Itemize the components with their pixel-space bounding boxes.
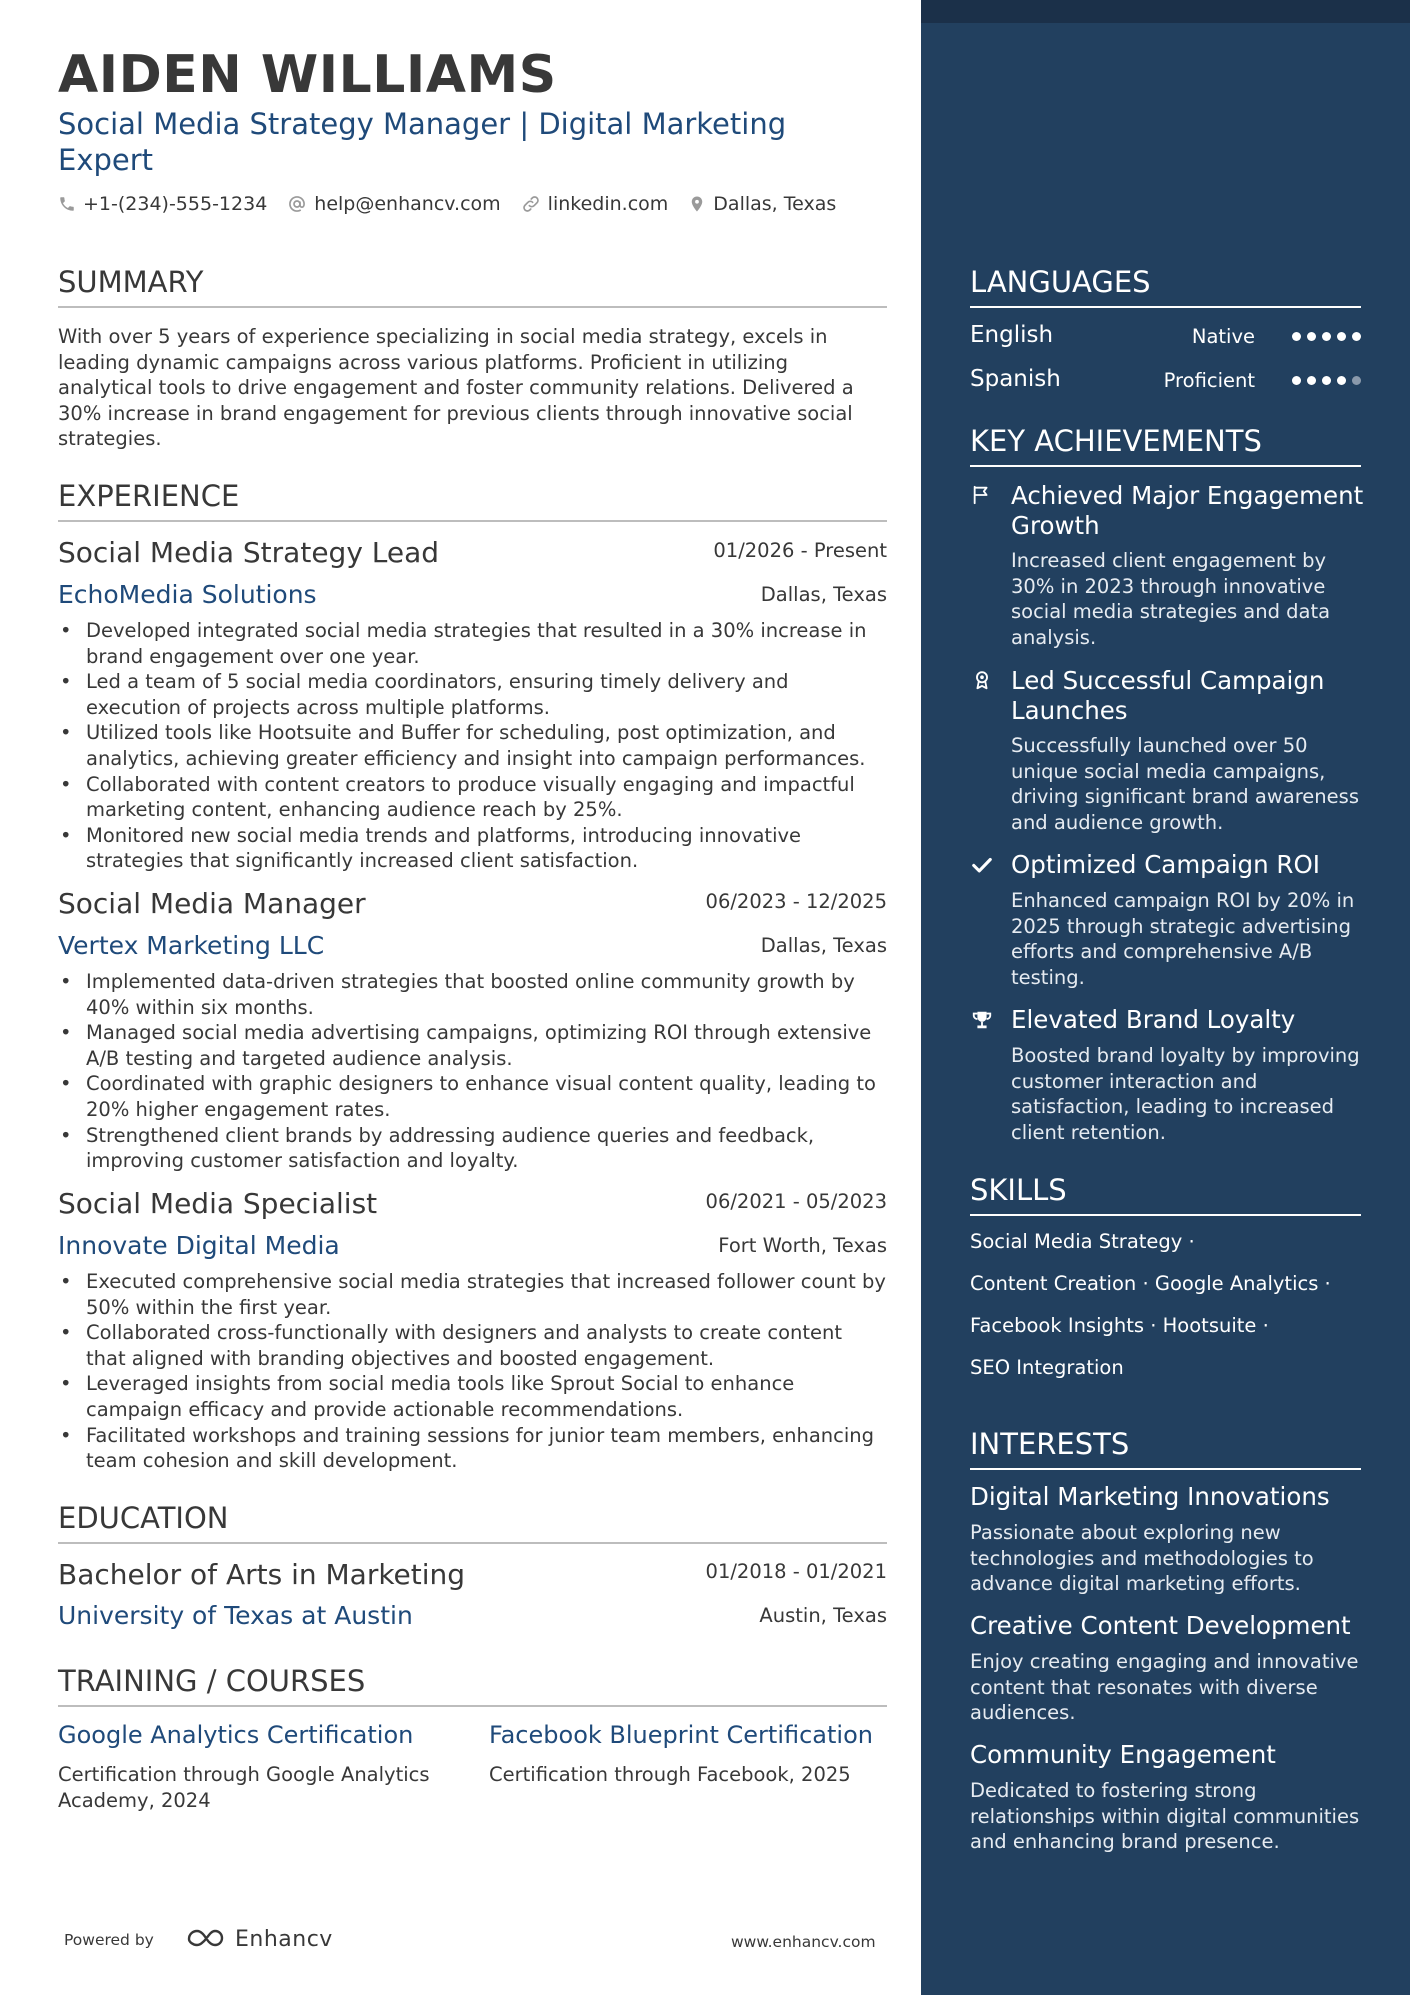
job-role: Social Media Manager <box>58 887 366 920</box>
candidate-name: AIDEN WILLIAMS <box>58 45 557 105</box>
interest-title: Digital Marketing Innovations <box>970 1482 1330 1511</box>
bullet-item: • Leveraged insights from social media tools like Sprout Social to enhance campaign efficacy and provide actionable recommendations. <box>58 1371 887 1422</box>
summary-text: With over 5 years of experience specializing in social media strategy, excels in leading dynamic campaigns across various platforms. Proficient in utilizing analytical tools to drive engagement and foster community relations. Delivered a 30% increase in brand engagement for previous clients through innovative social strategies. <box>58 325 854 451</box>
achievement-title: Achieved Major Engagement Growth <box>1011 481 1364 540</box>
education-location: Austin, Texas <box>759 1604 887 1627</box>
job-dates: 06/2021 - 05/2023 <box>705 1190 887 1213</box>
link-text: linkedin.com <box>547 193 669 215</box>
powered-by-label: Powered by <box>64 1931 154 1949</box>
location-text: Dallas, Texas <box>713 193 837 215</box>
job-location: Dallas, Texas <box>760 583 887 606</box>
language-proficiency-dots <box>1286 376 1361 385</box>
language-proficiency-dots <box>1286 332 1361 341</box>
contact-bar <box>58 193 856 215</box>
enhancv-logo[interactable] <box>183 1926 333 1952</box>
course-title: Facebook Blueprint Certification <box>489 1721 873 1749</box>
skill-line: Content Creation · Google Analytics · <box>970 1272 1331 1295</box>
skills-heading: SKILLS <box>970 1172 1361 1216</box>
course-description: Certification through Facebook, 2025 <box>489 1763 851 1786</box>
education-dates: 01/2018 - 01/2021 <box>705 1560 887 1583</box>
bullet-item: • Coordinated with graphic designers to enhance visual content quality, leading to 20% higher engagement rates. <box>58 1071 887 1122</box>
bullet-item: • Executed comprehensive social media strategies that increased follower count by 50% within the first year. <box>58 1269 887 1320</box>
language-name: Spanish <box>970 366 1061 392</box>
footer-url[interactable]: www.enhancv.com <box>731 1933 876 1951</box>
interest-description: Enjoy creating engaging and innovative content that resonates with diverse audiences. <box>970 1650 1359 1725</box>
proficiency-dot <box>1307 332 1316 341</box>
language-level: Proficient <box>1163 369 1255 392</box>
candidate-headline: Social Media Strategy Manager | Digital Marketing Expert <box>58 107 787 177</box>
job-bullets <box>58 969 887 1174</box>
enhancv-logo-text: Enhancv <box>235 1926 333 1952</box>
link-icon <box>521 194 541 214</box>
award-icon <box>970 668 994 692</box>
course-description: Certification through Google Analytics Academy, 2024 <box>58 1763 430 1812</box>
contact-link[interactable] <box>521 193 669 215</box>
proficiency-dot <box>1322 376 1331 385</box>
language-level: Native <box>1191 325 1255 348</box>
job-dates: 06/2023 - 12/2025 <box>705 890 887 913</box>
check-icon <box>970 853 994 877</box>
bullet-item: • Collaborated with content creators to produce visually engaging and impactful marketing content, enhancing audience reach by 25%. <box>58 772 887 823</box>
bullet-item: • Led a team of 5 social media coordinators, ensuring timely delivery and execution of projects across multiple platforms. <box>58 669 887 720</box>
interests-heading: INTERESTS <box>970 1426 1361 1470</box>
achievement-title: Led Successful Campaign Launches <box>1011 666 1325 725</box>
sidebar <box>921 0 1410 1995</box>
bullet-item: • Developed integrated social media strategies that resulted in a 30% increase in brand engagement over one year. <box>58 618 887 669</box>
email-text: help@enhancv.com <box>314 193 501 215</box>
job-role: Social Media Specialist <box>58 1187 378 1220</box>
job-bullets <box>58 1269 887 1474</box>
language-row <box>970 322 1361 352</box>
achievement-title: Optimized Campaign ROI <box>1011 850 1320 879</box>
proficiency-dot <box>1292 332 1301 341</box>
job-company: Innovate Digital Media <box>58 1231 340 1260</box>
achievement-description: Successfully launched over 50 unique social media campaigns, driving significant brand awareness and audience growth. <box>1011 734 1359 834</box>
training-heading: TRAINING / COURSES <box>58 1663 887 1707</box>
bullet-item: • Facilitated workshops and training sessions for junior team members, enhancing team cohesion and skill development. <box>58 1423 887 1474</box>
proficiency-dot <box>1352 332 1361 341</box>
contact-phone[interactable] <box>58 193 267 215</box>
summary-heading: SUMMARY <box>58 264 887 308</box>
proficiency-dot <box>1337 376 1346 385</box>
bullet-item: • Managed social media advertising campaigns, optimizing ROI through extensive A/B testing and targeted audience analysis. <box>58 1020 887 1071</box>
at-icon <box>287 194 307 214</box>
education-degree: Bachelor of Arts in Marketing <box>58 1558 466 1591</box>
education-heading: EDUCATION <box>58 1500 887 1544</box>
phone-text: +1-(234)-555-1234 <box>83 193 268 215</box>
bullet-item: • Strengthened client brands by addressing audience queries and feedback, improving customer satisfaction and loyalty. <box>58 1123 887 1174</box>
language-name: English <box>970 322 1054 348</box>
achievements-heading: KEY ACHIEVEMENTS <box>970 423 1361 467</box>
sidebar-top-strip <box>921 0 1410 23</box>
enhancv-logo-icon <box>183 1926 231 1952</box>
interest-description: Passionate about exploring new technologies and methodologies to advance digital marketing efforts. <box>970 1521 1314 1596</box>
course-title: Google Analytics Certification <box>58 1721 414 1749</box>
contact-email[interactable] <box>287 193 500 215</box>
interest-title: Creative Content Development <box>970 1611 1351 1640</box>
job-location: Fort Worth, Texas <box>718 1234 887 1257</box>
job-company: EchoMedia Solutions <box>58 580 317 609</box>
location-pin-icon <box>688 194 706 214</box>
achievement-title: Elevated Brand Loyalty <box>1011 1005 1296 1034</box>
bullet-item: • Utilized tools like Hootsuite and Buffer for scheduling, post optimization, and analytics, achieving greater efficiency and insight into campaign performances. <box>58 720 887 771</box>
skill-line: SEO Integration <box>970 1356 1124 1379</box>
languages-heading: LANGUAGES <box>970 264 1361 308</box>
proficiency-dot <box>1322 332 1331 341</box>
proficiency-dot <box>1307 376 1316 385</box>
achievement-description: Boosted brand loyalty by improving customer interaction and satisfaction, leading to increased client retention. <box>1011 1044 1360 1144</box>
job-bullets <box>58 618 887 874</box>
proficiency-dot-empty <box>1352 376 1361 385</box>
job-location: Dallas, Texas <box>760 934 887 957</box>
achievement-description: Increased client engagement by 30% in 2023 through innovative social media strategies and data analysis. <box>1011 549 1331 649</box>
skill-line: Social Media Strategy · <box>970 1230 1195 1253</box>
phone-icon <box>58 195 76 213</box>
achievement-description: Enhanced campaign ROI by 20% in 2025 through strategic advertising efforts and comprehensive A/B testing. <box>1011 889 1355 989</box>
experience-heading: EXPERIENCE <box>58 478 887 522</box>
flag-icon <box>970 483 994 507</box>
job-dates: 01/2026 - Present <box>713 539 887 562</box>
bullet-item: • Collaborated cross-functionally with designers and analysts to create content that aligned with branding objectives and boosted engagement. <box>58 1320 887 1371</box>
proficiency-dot <box>1292 376 1301 385</box>
interest-title: Community Engagement <box>970 1740 1276 1769</box>
trophy-icon <box>970 1008 994 1032</box>
job-company: Vertex Marketing LLC <box>58 931 325 960</box>
proficiency-dot <box>1337 332 1346 341</box>
contact-location <box>688 193 836 215</box>
interest-description: Dedicated to fostering strong relationships within digital communities and enhancing brand presence. <box>970 1779 1360 1854</box>
bullet-item: • Monitored new social media trends and platforms, introducing innovative strategies that significantly increased client satisfaction. <box>58 823 887 874</box>
bullet-item: • Implemented data-driven strategies that boosted online community growth by 40% within six months. <box>58 969 887 1020</box>
education-school: University of Texas at Austin <box>58 1601 413 1630</box>
skill-line: Facebook Insights · Hootsuite · <box>970 1314 1269 1337</box>
language-row <box>970 366 1361 396</box>
job-role: Social Media Strategy Lead <box>58 536 440 569</box>
